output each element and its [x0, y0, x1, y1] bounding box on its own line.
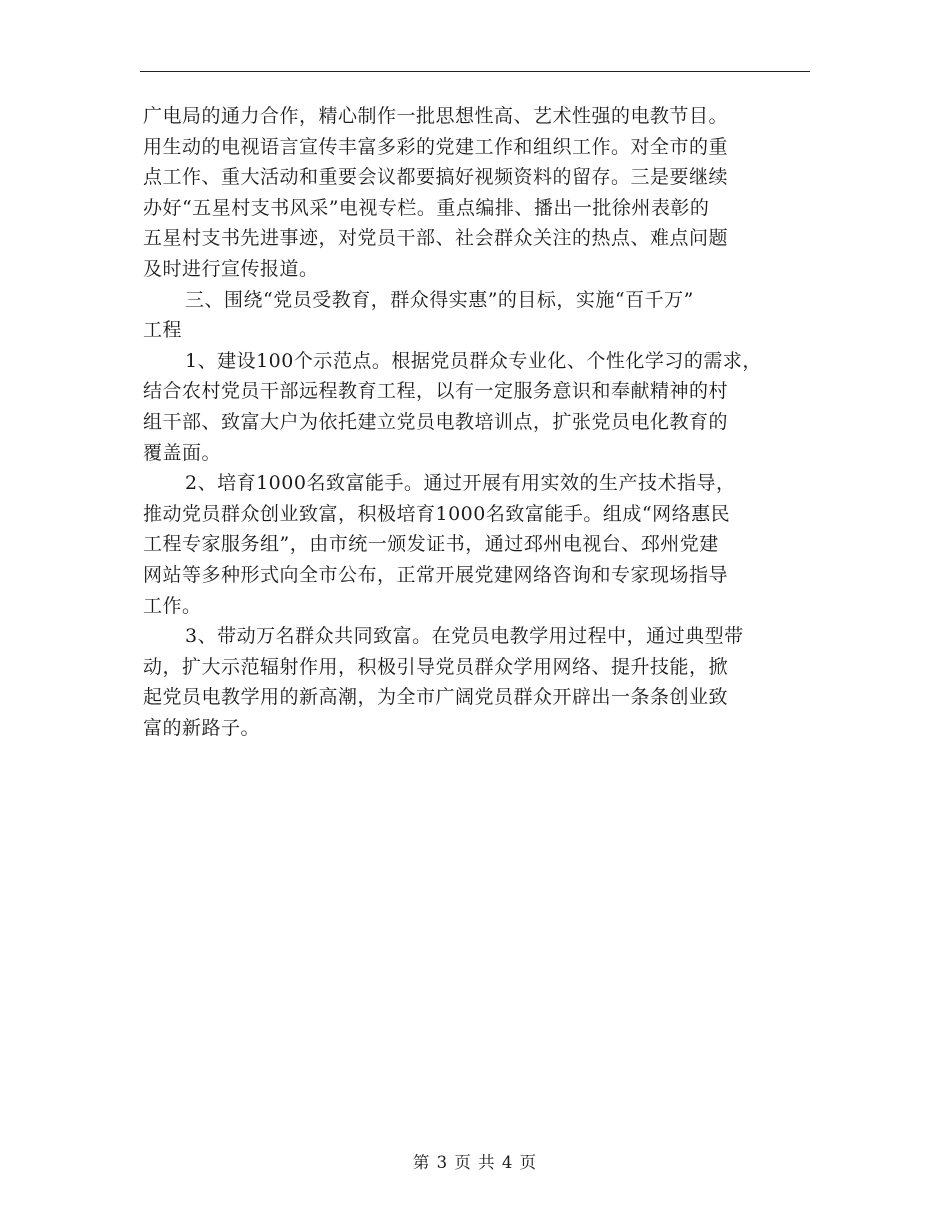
- text-line: 网站等多种形式向全市公布，正常开展党建网络咨询和专家现场指导: [143, 563, 729, 586]
- page-number: 第 3 页 共 4 页: [412, 1153, 538, 1172]
- text-line: 办好“五星村支书风采”电视专栏。重点编排、播出一批徐州表彰的: [143, 196, 710, 219]
- text-line: 五星村支书先进事迹，对党员干部、社会群众关注的热点、难点问题: [143, 227, 729, 250]
- document-body: [143, 101, 815, 743]
- section-heading-continued: 工程: [143, 319, 183, 342]
- text-line: 及时进行宣传报道。: [143, 257, 319, 280]
- text-line: 动，扩大示范辐射作用，积极引导党员群众学用网络、提升技能，掀: [143, 655, 729, 678]
- text-line: 广电局的通力合作，精心制作一批思想性高、艺术性强的电教节目。: [143, 105, 729, 127]
- header-rule: [140, 71, 810, 72]
- text-line: 起党员电教学用的新高潮，为全市广阔党员群众开辟出一条条创业致: [143, 686, 729, 709]
- text-line: 工程专家服务组”，由市统一颁发证书，通过邳州电视台、邳州党建: [143, 533, 719, 556]
- text-line: 富的新路子。: [143, 716, 261, 739]
- text-line: 3、带动万名群众共同致富。在党员电教学用过程中，通过典型带: [185, 625, 744, 648]
- text-line: 工作。: [143, 594, 202, 617]
- text-line: 2、培育1000名致富能手。通过开展有用实效的生产技术指导，: [185, 472, 736, 495]
- text-line: 覆盖面。: [143, 441, 222, 464]
- text-line: 1、建设100个示范点。根据党员群众专业化、个性化学习的需求，: [185, 349, 762, 372]
- text-line: 推动党员群众创业致富，积极培育1000名致富能手。组成“网络惠民: [143, 502, 731, 525]
- text-line: 用生动的电视语言宣传丰富多彩的党建工作和组织工作。对全市的重: [143, 135, 729, 158]
- text-line: 结合农村党员干部远程教育工程，以有一定服务意识和奉献精神的村: [143, 380, 729, 403]
- text-line: 点工作、重大活动和重要会议都要搞好视频资料的留存。三是要继续: [143, 166, 729, 189]
- section-heading: 三、围绕“党员受教育，群众得实惠”的目标，实施“百千万”: [185, 288, 694, 311]
- text-line: 组干部、致富大户为依托建立党员电教培训点，扩张党员电化教育的: [143, 410, 729, 433]
